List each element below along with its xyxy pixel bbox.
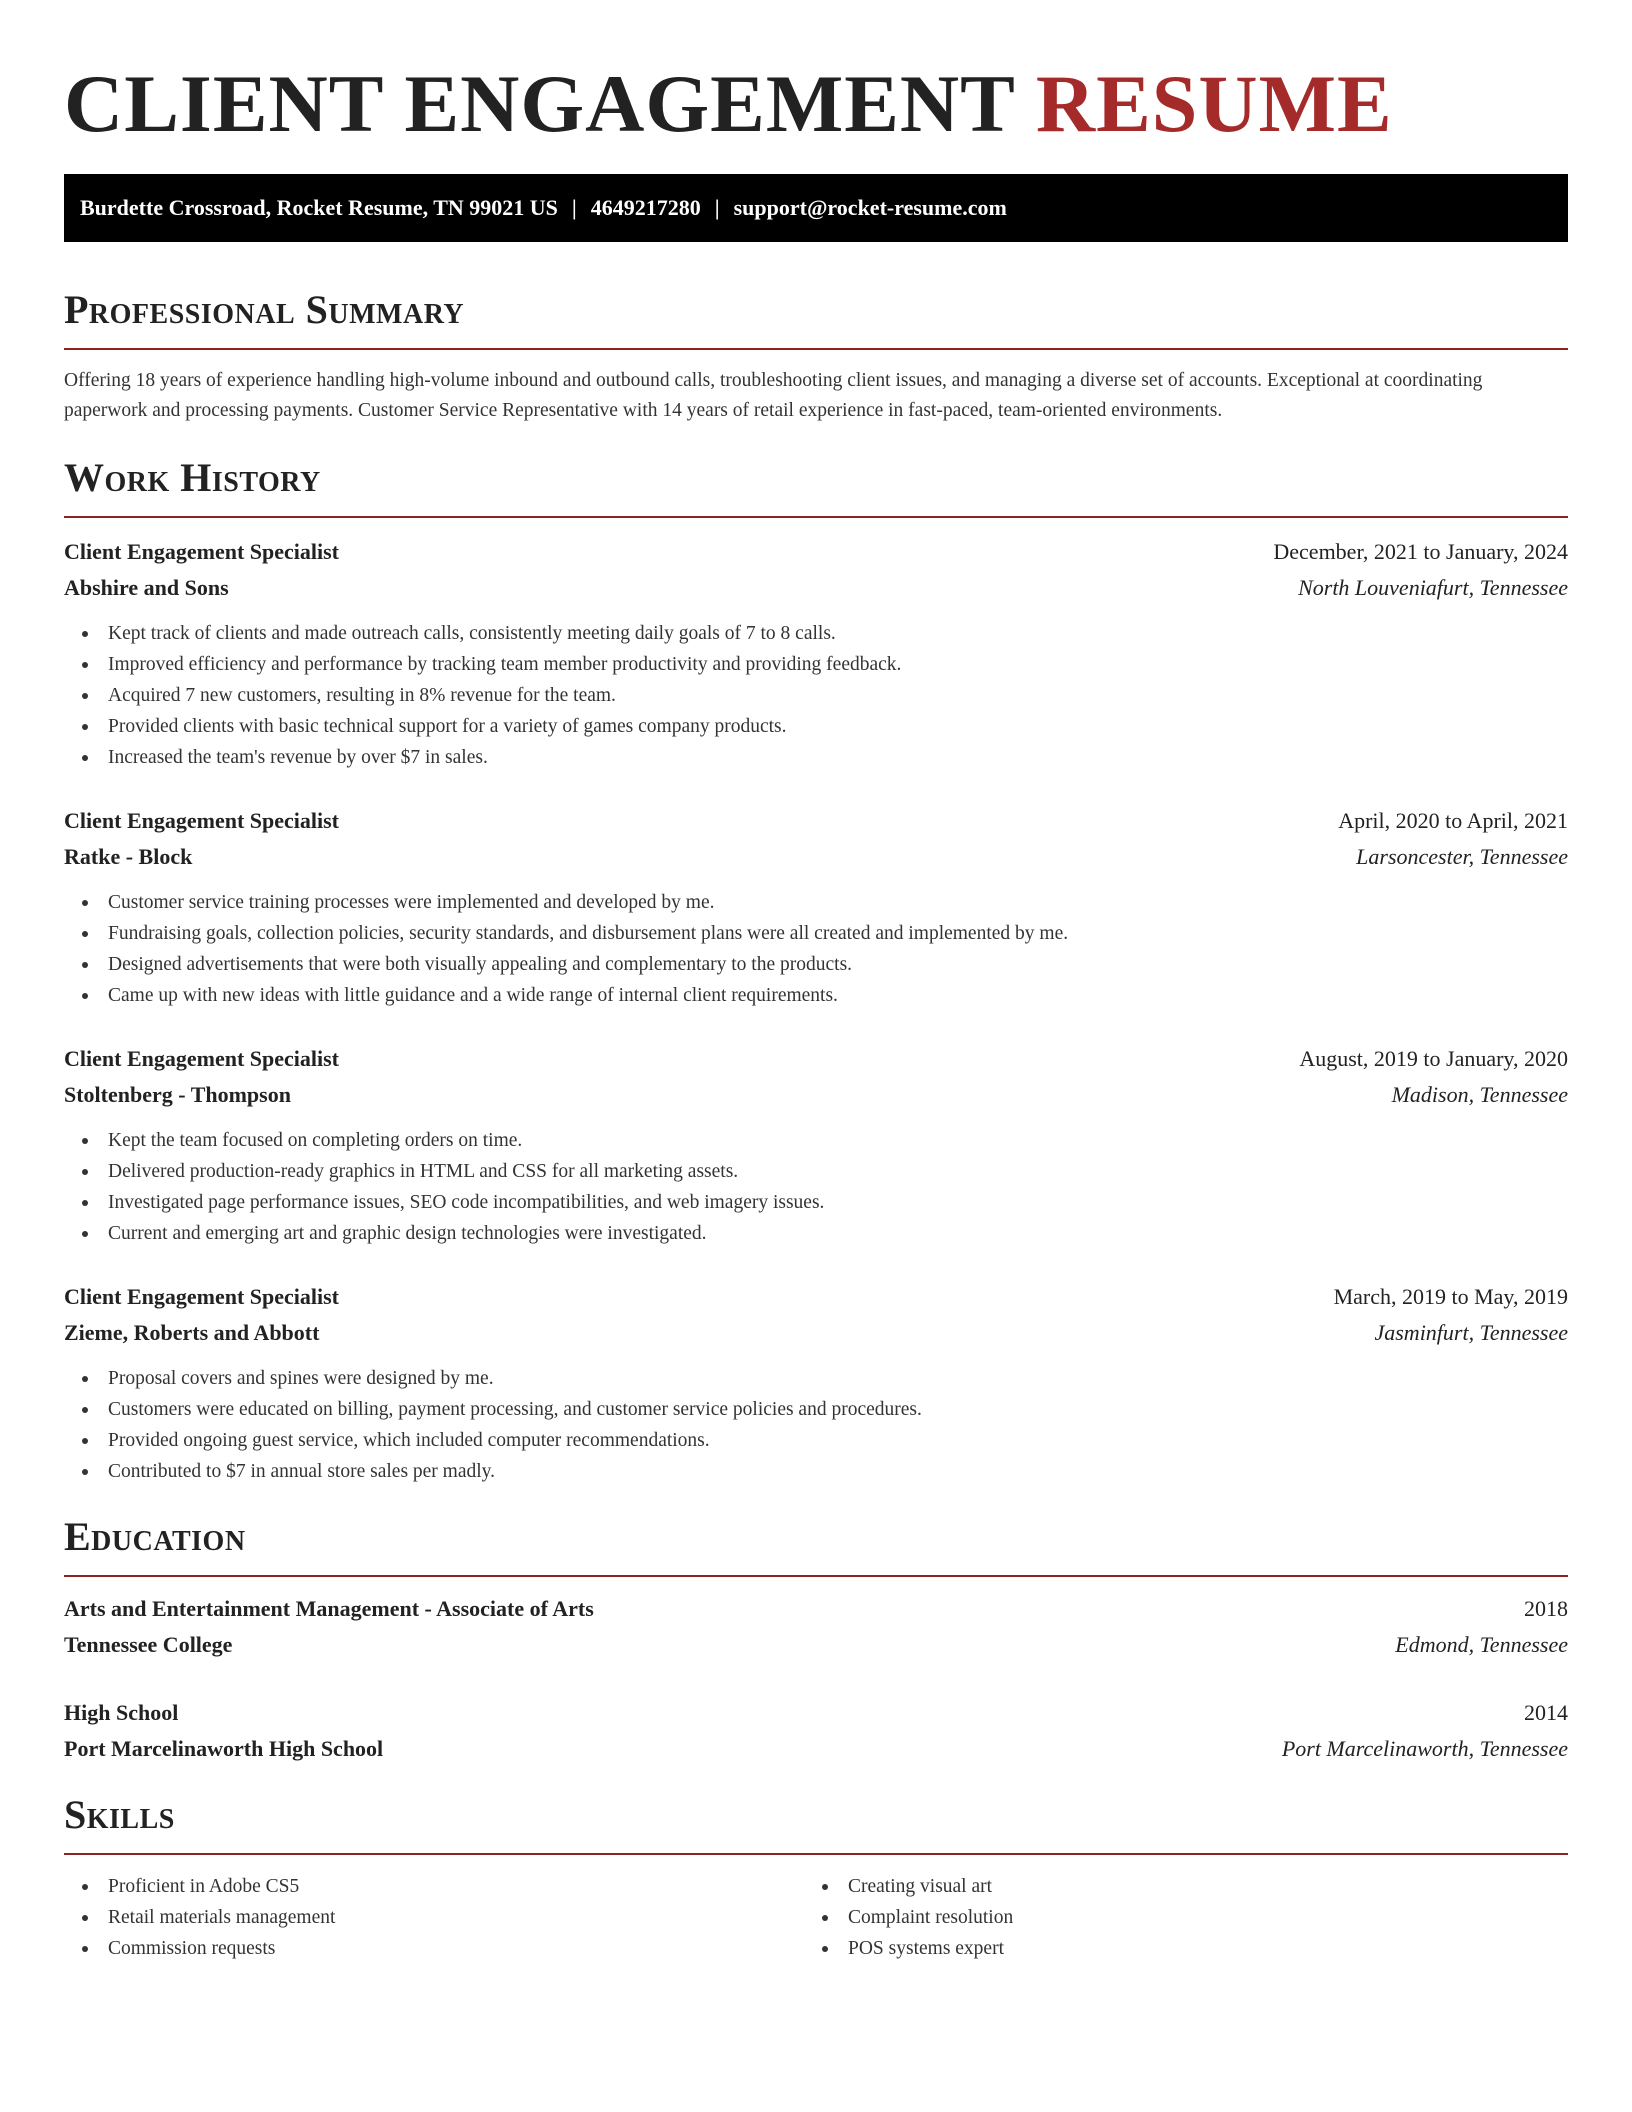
work-heading: Work History bbox=[64, 455, 321, 500]
education-entry bbox=[64, 1591, 1568, 1663]
contact-email[interactable]: support@rocket-resume.com bbox=[733, 195, 1007, 220]
section-divider bbox=[64, 516, 1568, 518]
list-item: Designed advertisements that were both visually appealing and complementary to the products. bbox=[64, 949, 1568, 980]
job-entry bbox=[64, 1041, 1568, 1249]
list-item: Increased the team's revenue by over $7 in sales. bbox=[64, 742, 1568, 773]
education-section bbox=[64, 1513, 1568, 1767]
job-dates: March, 2019 to May, 2019 bbox=[1333, 1284, 1568, 1309]
skill-item: Commission requests bbox=[64, 1933, 804, 1964]
job-bullets bbox=[64, 618, 1568, 773]
job-location: Larsoncester, Tennessee bbox=[1356, 844, 1568, 869]
job-location: Madison, Tennessee bbox=[1391, 1082, 1568, 1107]
list-item: Came up with new ideas with little guidance and a wide range of internal client requirements. bbox=[64, 980, 1568, 1011]
section-divider bbox=[64, 348, 1568, 350]
list-item: Provided clients with basic technical support for a variety of games company products. bbox=[64, 711, 1568, 742]
education-entry bbox=[64, 1695, 1568, 1767]
summary-heading: Professional Summary bbox=[64, 287, 465, 332]
job-dates: April, 2020 to April, 2021 bbox=[1338, 808, 1568, 833]
contact-phone[interactable]: 4649217280 bbox=[590, 195, 701, 220]
skill-item: Creating visual art bbox=[804, 1871, 1544, 1902]
job-company: Zieme, Roberts and Abbott bbox=[64, 1320, 320, 1345]
job-dates: August, 2019 to January, 2020 bbox=[1299, 1046, 1568, 1071]
skills-list-left bbox=[64, 1871, 804, 1964]
section-divider bbox=[64, 1575, 1568, 1577]
job-bullets bbox=[64, 1125, 1568, 1249]
job-company: Ratke - Block bbox=[64, 844, 193, 869]
summary-section bbox=[64, 286, 1568, 426]
skills-list-right bbox=[804, 1871, 1544, 1964]
job-location: North Louveniafurt, Tennessee bbox=[1298, 575, 1568, 600]
job-title: Client Engagement Specialist bbox=[64, 1046, 339, 1071]
list-item: Provided ongoing guest service, which included computer recommendations. bbox=[64, 1425, 1568, 1456]
list-item: Fundraising goals, collection policies, security standards, and disbursement plans were all created and implemented by me. bbox=[64, 918, 1568, 949]
list-item: Customers were educated on billing, payment processing, and customer service policies and procedures. bbox=[64, 1394, 1568, 1425]
contact-bar bbox=[64, 174, 1568, 242]
job-bullets bbox=[64, 887, 1568, 1011]
job-location: Jasminfurt, Tennessee bbox=[1374, 1320, 1568, 1345]
education-location: Port Marcelinaworth, Tennessee bbox=[1281, 1736, 1568, 1761]
skills-columns bbox=[64, 1871, 1568, 1964]
skill-item: Complaint resolution bbox=[804, 1902, 1544, 1933]
contact-separator: | bbox=[571, 195, 577, 220]
job-title: Client Engagement Specialist bbox=[64, 539, 339, 564]
section-divider bbox=[64, 1853, 1568, 1855]
list-item: Customer service training processes were implemented and developed by me. bbox=[64, 887, 1568, 918]
job-entry bbox=[64, 1279, 1568, 1487]
skill-item: Proficient in Adobe CS5 bbox=[64, 1871, 804, 1902]
education-location: Edmond, Tennessee bbox=[1395, 1632, 1568, 1657]
list-item: Contributed to $7 in annual store sales per madly. bbox=[64, 1456, 1568, 1487]
list-item: Investigated page performance issues, SEO code incompatibilities, and web imagery issues. bbox=[64, 1187, 1568, 1218]
list-item: Delivered production-ready graphics in HTML and CSS for all marketing assets. bbox=[64, 1156, 1568, 1187]
contact-separator: | bbox=[714, 195, 720, 220]
education-school: Port Marcelinaworth High School bbox=[64, 1736, 384, 1761]
title-main: CLIENT ENGAGEMENT bbox=[64, 58, 1015, 149]
job-entry bbox=[64, 803, 1568, 1011]
job-bullets bbox=[64, 1363, 1568, 1487]
list-item: Kept the team focused on completing orders on time. bbox=[64, 1125, 1568, 1156]
job-title: Client Engagement Specialist bbox=[64, 1284, 339, 1309]
list-item: Proposal covers and spines were designed by me. bbox=[64, 1363, 1568, 1394]
summary-text: Offering 18 years of experience handling high-volume inbound and outbound calls, troubleshooting client issues, and managing a diverse set of accounts. Exceptional at coordinating paperwork and processing payments. Customer Service Representative with 14 years of retail experience in fast-paced, team-oriented environments. bbox=[64, 370, 1483, 421]
title-accent: RESUME bbox=[1035, 58, 1393, 149]
job-company: Abshire and Sons bbox=[64, 575, 229, 600]
skill-item: Retail materials management bbox=[64, 1902, 804, 1933]
list-item: Improved efficiency and performance by tracking team member productivity and providing feedback. bbox=[64, 649, 1568, 680]
job-entry bbox=[64, 534, 1568, 773]
education-year: 2018 bbox=[1524, 1596, 1568, 1621]
job-company: Stoltenberg - Thompson bbox=[64, 1082, 291, 1107]
education-heading: Education bbox=[64, 1514, 246, 1559]
resume-page bbox=[64, 0, 1568, 1964]
skill-item: POS systems expert bbox=[804, 1933, 1544, 1964]
list-item: Current and emerging art and graphic design technologies were investigated. bbox=[64, 1218, 1568, 1249]
list-item: Kept track of clients and made outreach calls, consistently meeting daily goals of 7 to 8 calls. bbox=[64, 618, 1568, 649]
skills-section bbox=[64, 1791, 1568, 1964]
education-year: 2014 bbox=[1524, 1700, 1568, 1725]
resume-title bbox=[64, 58, 1568, 150]
job-dates: December, 2021 to January, 2024 bbox=[1273, 539, 1568, 564]
list-item: Acquired 7 new customers, resulting in 8% revenue for the team. bbox=[64, 680, 1568, 711]
skills-heading: Skills bbox=[64, 1792, 175, 1837]
job-title: Client Engagement Specialist bbox=[64, 808, 339, 833]
education-degree: Arts and Entertainment Management - Associate of Arts bbox=[64, 1596, 594, 1621]
work-section bbox=[64, 454, 1568, 1487]
education-degree: High School bbox=[64, 1700, 179, 1725]
education-school: Tennessee College bbox=[64, 1632, 233, 1657]
contact-address: Burdette Crossroad, Rocket Resume, TN 99021 US bbox=[80, 195, 558, 220]
